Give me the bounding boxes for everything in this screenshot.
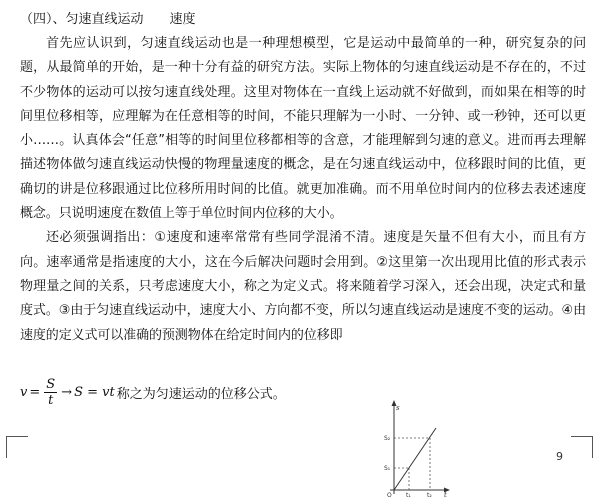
formula-denominator: t [48, 392, 54, 408]
graph-y-label: s [396, 404, 400, 412]
body-text [20, 32, 586, 348]
formula-fraction [44, 377, 57, 408]
graph-origin-label: O [387, 492, 392, 498]
corner-mark-right-h [571, 436, 593, 437]
paragraph-1: 首先应认识到，匀速直线运动也是一种理想模型，它是运动中最简单的一种，研究复杂的问题，从最简单的开始，是一种十分有益的研究方法。实际上物体的匀速直线运动是不存在的，不过不少物体的运动可以按匀速直线处理。这里对物体在一直线上运动就不好做到，而如果在相等的时间里位移相等，应理解为在任意相等的时间，不能只理解为一小时、一分钟、或一秒钟，还可以更小……。认真体会“任意”相等的时间里位移都相等的含意，才能理解到匀速的意义。进而再去理解描述物体做匀速直线运动快慢的物理量速度的概念，是在匀速直线运动中，位移跟时间的比值，更确切的讲是位移跟通过比位移所用时间的比值。就更加准确。而不用单位时间内的位移去表述速度概念。只说明速度在数值上等于单位时间内位移的大小。 [20, 36, 586, 222]
formula-caption: 称之为匀速运动的位移公式。 [116, 386, 286, 402]
section-heading: （四）、匀速直线运动 速度 [20, 12, 196, 27]
displacement-time-graph [372, 398, 452, 498]
formula-displacement: S = vt [74, 384, 115, 400]
corner-mark-left-h [6, 436, 28, 437]
graph-s1-label: S₁ [384, 465, 391, 472]
page-number: 9 [556, 450, 563, 463]
corner-mark-right-v [592, 436, 593, 458]
graph-t2-label: t₂ [427, 492, 432, 498]
formula-equals: = [29, 384, 41, 400]
formula-numerator: S [46, 376, 56, 392]
graph-t1-label: t₁ [406, 492, 411, 498]
formula-line [20, 372, 286, 412]
graph-s2-label: S₂ [384, 435, 391, 442]
graph-x-label: t [444, 491, 447, 498]
formula-v: v [20, 384, 28, 400]
paragraph-2: 还必须强调指出：①速度和速率常常有些同学混淆不清。速度是矢量不但有大小，而且有方向。速率通常是指速度的大小，这在今后解决问题时会用到。②这里第一次出现用比值的形式表示物理量之间的关系，只考虑速度大小，称之为定义式。将来随着学习深入，还会出现，决定式和量度式。③由于匀速直线运动中，速度大小、方向都不变，所以匀速直线运动是速度不变的运动。④由速度的定义式可以准确的预测物体在给定时间内的位移即 [20, 230, 586, 343]
corner-mark-left-v [6, 436, 7, 458]
formula-arrow: → [61, 384, 73, 400]
velocity-formula [20, 377, 115, 408]
